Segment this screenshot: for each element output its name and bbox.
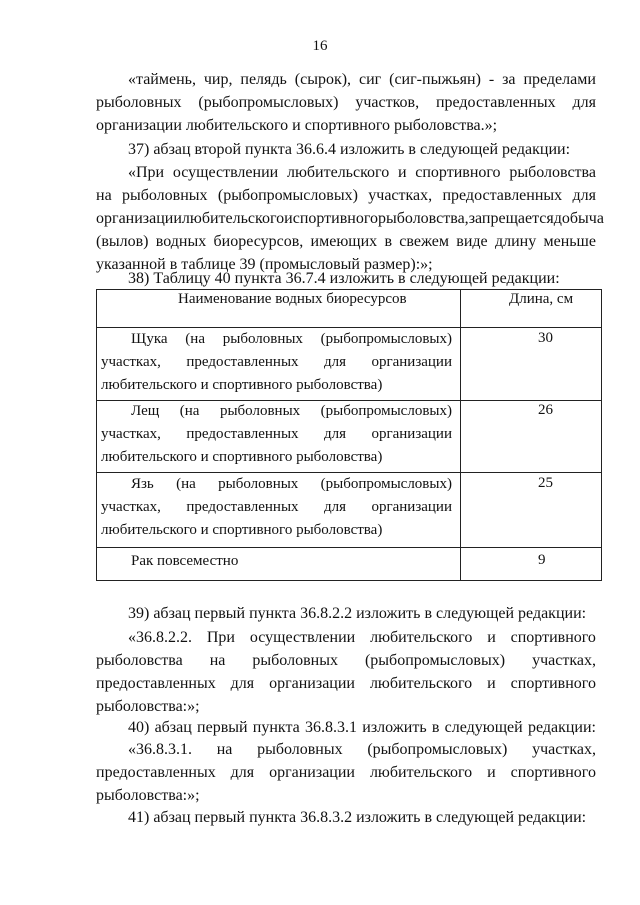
row-name-line: любительского и спортивного рыболовства) xyxy=(101,377,383,393)
row-name-line xyxy=(101,423,452,446)
word: рыболовных xyxy=(257,741,343,758)
word: предоставленных xyxy=(186,354,299,370)
word: (на xyxy=(176,476,196,492)
word: организации xyxy=(96,210,182,227)
word: участках, xyxy=(368,187,433,204)
word: предоставленных xyxy=(186,426,299,442)
word: виде xyxy=(456,233,488,250)
word: «36.8.3.1. xyxy=(128,741,192,758)
word: и xyxy=(284,210,293,227)
word: предоставленных xyxy=(96,764,216,781)
text-line: 38) Таблицу 40 пункта 36.7.4 изложить в следующей редакции: xyxy=(128,270,560,287)
word: имеющих xyxy=(310,233,378,250)
word: на xyxy=(96,187,112,204)
word: (рыбопромысловых) xyxy=(320,476,452,492)
word: предоставленных xyxy=(435,94,556,111)
page-number: 16 xyxy=(312,38,328,54)
word: пункта xyxy=(252,719,300,736)
text-line: 37) абзац второй пункта 36.6.4 изложить в следующей редакции: xyxy=(128,141,571,158)
header-name: Наименование водных биоресурсов xyxy=(178,291,407,307)
word: «таймень, xyxy=(128,71,196,88)
word: предоставленных xyxy=(442,187,563,204)
row-name-line: любительского и спортивного рыболовства) xyxy=(101,449,383,465)
word: любительского xyxy=(181,210,285,227)
word: (рыбопромысловых) xyxy=(320,403,452,419)
word: участках, xyxy=(532,652,596,669)
text-line xyxy=(96,209,604,229)
word: предоставленных xyxy=(186,499,299,515)
word: любительского xyxy=(370,629,473,646)
word: любительского xyxy=(369,764,473,781)
word: (сырок), xyxy=(294,71,352,88)
word: свежем xyxy=(399,233,450,250)
word: Лещ xyxy=(131,403,160,419)
word: (на xyxy=(185,331,205,347)
word: - xyxy=(488,71,495,88)
word: При xyxy=(206,629,235,646)
word: и xyxy=(487,764,496,781)
row-name-line: любительского и спортивного рыболовства) xyxy=(101,522,383,538)
word: 40) xyxy=(128,719,150,736)
row-length: 9 xyxy=(538,552,546,568)
row-length: 25 xyxy=(538,475,553,491)
word: Язь xyxy=(131,476,154,492)
word: в xyxy=(431,719,440,736)
word: спортивного xyxy=(510,675,596,692)
row-name-line xyxy=(131,473,452,496)
text-line: рыболовства:»; xyxy=(96,698,200,715)
word: осуществлении xyxy=(249,629,356,646)
word: для xyxy=(572,94,596,111)
word: для xyxy=(572,187,596,204)
word: любительского xyxy=(369,675,473,692)
row-name-line xyxy=(101,351,452,374)
word: длину xyxy=(494,233,537,250)
word: организации xyxy=(371,499,452,515)
word: биоресурсов, xyxy=(213,233,304,250)
word: участках, xyxy=(101,499,161,515)
word: первый xyxy=(197,719,248,736)
word: осуществлении xyxy=(172,164,279,181)
word: на xyxy=(216,741,233,758)
word: участках, xyxy=(101,426,161,442)
word: (рыбопромысловых) xyxy=(198,94,339,111)
word: (вылов) xyxy=(96,233,149,250)
word: редакции: xyxy=(527,719,596,736)
text-line xyxy=(96,674,596,694)
word: организации xyxy=(371,354,452,370)
text-line xyxy=(128,628,596,648)
word: добыча xyxy=(553,210,604,227)
word: предоставленных xyxy=(96,675,216,692)
word: рыболовных xyxy=(219,403,301,419)
text-line: 39) абзац первый пункта 36.8.2.2 изложить в следующей редакции: xyxy=(128,605,587,622)
word: изложить xyxy=(362,719,427,736)
word: организации xyxy=(269,675,355,692)
text-line: указанной в таблице 39 (промысловый размер):»; xyxy=(96,256,433,273)
table-row-divider xyxy=(96,547,602,548)
word: 36.8.3.1 xyxy=(305,719,358,736)
text-line xyxy=(128,718,596,738)
word: за xyxy=(502,71,516,88)
word: для xyxy=(230,675,255,692)
word: (рыбопромысловых) xyxy=(320,331,452,347)
word: меньше xyxy=(543,233,596,250)
word: «При xyxy=(128,164,165,181)
word: спортивного xyxy=(510,629,596,646)
word: (на xyxy=(179,403,200,419)
word: рыболовства xyxy=(509,164,596,181)
word: рыболовства xyxy=(96,652,183,669)
word: «36.8.2.2. xyxy=(128,629,192,646)
row-name-line xyxy=(131,328,452,351)
word: пределами xyxy=(523,71,596,88)
word: для xyxy=(230,764,255,781)
table-column-divider xyxy=(460,289,461,581)
word: для xyxy=(323,499,347,515)
word: сиг xyxy=(358,71,382,88)
word: для xyxy=(323,426,347,442)
row-name-line xyxy=(131,400,452,423)
row-length: 30 xyxy=(538,330,553,346)
word: спортивного xyxy=(292,210,379,227)
word: участках, xyxy=(101,354,161,370)
word: участков, xyxy=(355,94,420,111)
row-length: 26 xyxy=(538,402,553,418)
word: рыболовных xyxy=(96,94,182,111)
word: и xyxy=(487,675,496,692)
word: на xyxy=(209,652,226,669)
text-line xyxy=(96,651,596,671)
word: водных xyxy=(155,233,207,250)
text-line xyxy=(96,186,596,206)
word: рыболовных xyxy=(252,652,338,669)
word: в xyxy=(384,233,392,250)
word: рыболовных xyxy=(218,476,299,492)
word: рыболовных xyxy=(122,187,208,204)
text-line xyxy=(96,763,596,783)
text-line: рыболовства:»; xyxy=(96,787,200,804)
word: (сиг-пыжьян) xyxy=(389,71,481,88)
text-line xyxy=(96,93,596,113)
word: и xyxy=(397,164,407,181)
text-line: 41) абзац первый пункта 36.8.3.2 изложить в следующей редакции: xyxy=(128,809,587,826)
header-length: Длина, см xyxy=(509,291,574,307)
text-line xyxy=(128,740,596,760)
word: для xyxy=(323,354,347,370)
word: (рыбопромысловых) xyxy=(217,187,358,204)
word: Щука xyxy=(131,331,168,347)
word: запрещается xyxy=(468,210,554,227)
row-name-line: Рак повсеместно xyxy=(131,553,239,569)
word: пелядь xyxy=(240,71,287,88)
word: любительского xyxy=(286,164,390,181)
text-line xyxy=(128,163,596,183)
text-line xyxy=(96,232,596,252)
word: абзац xyxy=(154,719,192,736)
text-line xyxy=(128,70,596,90)
word: спортивного xyxy=(415,164,501,181)
word: чир, xyxy=(203,71,233,88)
row-name-line xyxy=(101,496,452,519)
word: участках, xyxy=(532,741,596,758)
word: рыболовства, xyxy=(378,210,469,227)
text-line: организации любительского и спортивного рыболовства.»; xyxy=(96,117,498,134)
word: (рыбопромысловых) xyxy=(367,741,508,758)
word: спортивного xyxy=(510,764,596,781)
word: следующей xyxy=(444,719,523,736)
word: (рыбопромысловых) xyxy=(364,652,506,669)
word: рыболовных xyxy=(222,331,303,347)
word: и xyxy=(487,629,496,646)
word: организации xyxy=(371,426,452,442)
word: организации xyxy=(269,764,355,781)
